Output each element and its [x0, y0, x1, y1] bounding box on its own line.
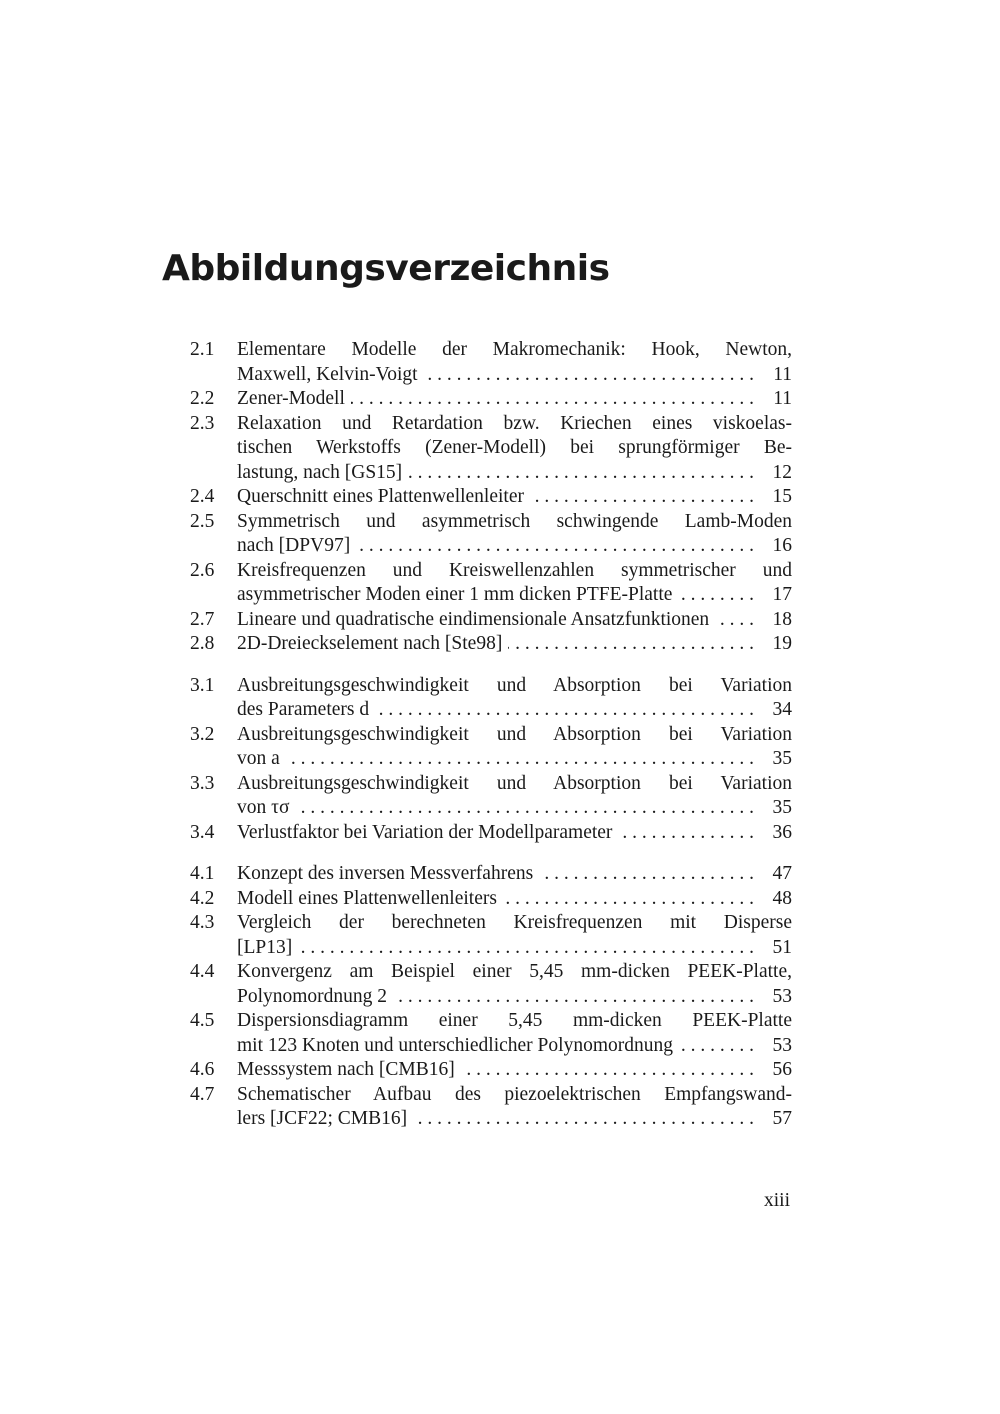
dot-leader	[678, 583, 754, 608]
figure-number: 2.7	[190, 608, 215, 630]
page-reference[interactable]: 47	[772, 863, 792, 884]
figure-number: 3.3	[190, 772, 215, 794]
figure-entry[interactable]	[190, 911, 792, 960]
figure-number: 3.1	[190, 674, 215, 696]
dot-leader	[351, 387, 754, 412]
figure-entry[interactable]	[190, 821, 792, 846]
page-reference[interactable]: 56	[772, 1059, 792, 1080]
dot-leader	[375, 698, 754, 723]
figure-number: 3.4	[190, 821, 215, 843]
figure-entry[interactable]	[190, 338, 792, 387]
figure-number: 4.1	[190, 863, 215, 884]
figure-entry[interactable]	[190, 559, 792, 608]
figure-caption-line: Ausbreitungsgeschwindigkeit und Absorption bei Variation	[237, 723, 792, 745]
page-reference[interactable]: 53	[772, 1034, 792, 1056]
figure-caption-line: Ausbreitungsgeschwindigkeit und Absorption bei Variation	[237, 772, 792, 794]
figure-caption-line: Lineare und quadratische eindimensionale Ansatzfunktionen	[237, 608, 710, 630]
figure-entry[interactable]	[190, 887, 792, 912]
figure-entry[interactable]	[190, 960, 792, 1009]
figure-caption-line: Maxwell, Kelvin-Voigt	[237, 363, 418, 385]
figure-number: 2.8	[190, 633, 215, 654]
figure-caption-line: Messsystem nach [CMB16]	[237, 1059, 455, 1080]
page-reference[interactable]: 11	[773, 363, 792, 385]
page-reference[interactable]: 48	[772, 887, 792, 909]
page-reference[interactable]: 53	[772, 985, 792, 1007]
page-reference[interactable]: 35	[772, 748, 792, 769]
figure-number: 2.4	[190, 486, 215, 507]
group-separator	[190, 657, 792, 674]
figure-entry[interactable]	[190, 1058, 792, 1083]
page-title: Abbildungsverzeichnis	[162, 248, 610, 289]
figure-caption-line: Konvergenz am Beispiel einer 5,45 mm-dicken PEEK-Platte,	[237, 961, 792, 982]
figure-number: 4.7	[190, 1083, 215, 1105]
page-reference[interactable]: 11	[773, 388, 792, 409]
dot-leader	[530, 485, 754, 510]
figure-number: 2.5	[190, 510, 215, 532]
figure-number: 2.2	[190, 388, 215, 409]
figure-caption-line: Polynomordnung 2	[237, 985, 388, 1007]
figure-entry[interactable]	[190, 772, 792, 821]
figure-caption-line: von τσ	[237, 797, 290, 818]
page-reference[interactable]: 12	[772, 461, 792, 483]
figure-entry[interactable]	[190, 387, 792, 412]
figure-caption-line: nach [DPV97]	[237, 535, 351, 556]
page-reference[interactable]: 57	[772, 1108, 792, 1129]
dot-leader	[508, 632, 754, 657]
page-reference[interactable]: 35	[772, 797, 792, 818]
page-number: xiii	[763, 1190, 790, 1211]
figure-caption-line: Ausbreitungsgeschwindigkeit und Absorption bei Variation	[237, 674, 792, 696]
page-reference[interactable]: 19	[772, 633, 792, 654]
dot-leader	[286, 747, 754, 772]
figure-entry[interactable]	[190, 1083, 792, 1132]
figure-number: 4.2	[190, 887, 215, 909]
figure-caption-line: lers [JCF22; CMB16]	[237, 1108, 408, 1129]
figure-number: 4.5	[190, 1010, 215, 1031]
page-reference[interactable]: 16	[772, 535, 792, 556]
figure-entry[interactable]	[190, 412, 792, 486]
figure-caption-line: Verlustfaktor bei Variation der Modellparameter	[237, 821, 613, 843]
figure-caption-line: von a	[237, 748, 280, 769]
figure-caption-line: Kreisfrequenzen und Kreiswellenzahlen symmetrischer und	[237, 559, 792, 581]
figure-entry[interactable]	[190, 1009, 792, 1058]
figure-caption-line: Symmetrisch und asymmetrisch schwingende Lamb-Moden	[237, 510, 792, 532]
figure-caption-line: Querschnitt eines Plattenwellenleiter	[237, 486, 524, 507]
figure-caption-line: asymmetrischer Moden einer 1 mm dicken PTFE-Platte	[237, 584, 673, 605]
page-reference[interactable]: 36	[772, 821, 792, 843]
figure-caption-line: Modell eines Plattenwellenleiters	[237, 887, 497, 909]
figure-caption-line: Dispersionsdiagramm einer 5,45 mm-dicken PEEK-Platte	[237, 1010, 792, 1031]
dot-leader	[298, 936, 754, 961]
figure-caption-line: Relaxation und Retardation bzw. Kriechen eines viskoelas-	[237, 412, 792, 434]
dot-leader	[461, 1058, 754, 1083]
page-reference[interactable]: 51	[772, 936, 792, 958]
figure-entry[interactable]	[190, 608, 792, 633]
figure-caption-line: Elementare Modelle der Makromechanik: Hook, Newton,	[237, 339, 792, 360]
figure-caption-line: mit 123 Knoten und unterschiedlicher Polynomordnung	[237, 1034, 673, 1056]
figure-entry[interactable]	[190, 632, 792, 657]
figure-entry[interactable]	[190, 723, 792, 772]
figure-number: 2.1	[190, 339, 215, 360]
dot-leader	[413, 1107, 754, 1132]
figure-caption-line: [LP13]	[237, 936, 293, 958]
figure-number: 4.4	[190, 961, 215, 982]
figure-caption-line: Konzept des inversen Messverfahrens	[237, 863, 534, 884]
figure-caption-line: Vergleich der berechneten Kreisfrequenzen mit Disperse	[237, 912, 792, 933]
dot-leader	[393, 985, 754, 1010]
figure-caption-line: Zener-Modell	[237, 388, 345, 409]
dot-leader	[424, 363, 754, 388]
dot-leader	[618, 821, 754, 846]
figure-caption-line: Schematischer Aufbau des piezoelektrischen Empfangswand-	[237, 1083, 792, 1105]
figure-number: 4.3	[190, 912, 215, 933]
figure-number: 3.2	[190, 723, 215, 745]
page-reference[interactable]: 15	[772, 486, 792, 507]
page-reference[interactable]: 17	[772, 584, 792, 605]
dot-leader	[715, 608, 754, 633]
group-separator	[190, 845, 792, 862]
figure-caption-line: 2D-Dreieckselement nach [Ste98]	[237, 633, 503, 654]
figure-caption-line: tischen Werkstoffs (Zener-Modell) bei sprungförmiger Be-	[237, 437, 792, 458]
figure-entry[interactable]	[190, 485, 792, 510]
list-of-figures	[190, 338, 792, 1132]
dot-leader	[295, 796, 754, 821]
dot-leader	[679, 1034, 754, 1059]
dot-leader	[408, 461, 754, 486]
dot-leader	[503, 887, 754, 912]
figure-entry[interactable]	[190, 674, 792, 723]
figure-number: 4.6	[190, 1059, 215, 1080]
figure-caption-line: lastung, nach [GS15]	[237, 461, 403, 483]
figure-number: 2.6	[190, 559, 215, 581]
figure-caption-line: des Parameters d	[237, 699, 370, 720]
dot-leader	[539, 862, 754, 887]
figure-entry[interactable]	[190, 862, 792, 887]
figure-number: 2.3	[190, 412, 215, 434]
page-reference[interactable]: 34	[772, 699, 792, 720]
dot-leader	[356, 534, 754, 559]
figure-entry[interactable]	[190, 510, 792, 559]
page-reference[interactable]: 18	[772, 608, 792, 630]
